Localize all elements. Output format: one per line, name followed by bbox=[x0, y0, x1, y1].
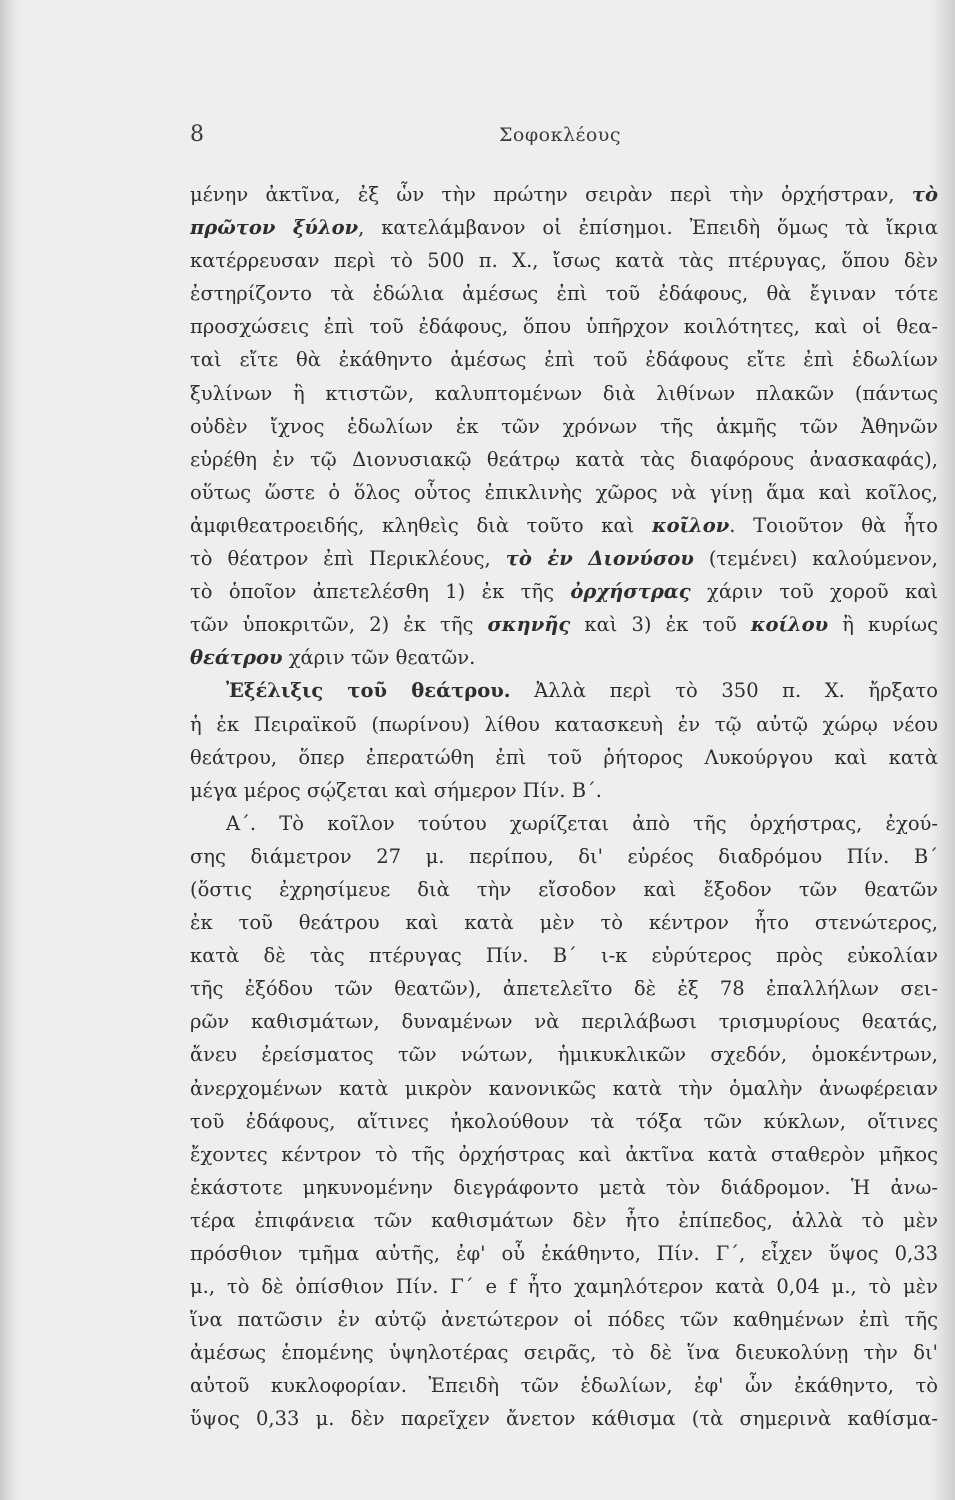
emphasized-text: κοίλου bbox=[750, 613, 829, 637]
text-line bbox=[190, 476, 938, 509]
text-line bbox=[190, 972, 938, 1005]
text-segment: πρόσθιον τμῆμα αὐτῆς, ἐφ' οὗ ἐκάθηντο, Πίν. Γ΄, εἶχεν ὕψος 0,33 bbox=[190, 1242, 938, 1265]
text-segment: εὑρέθη ἐν τῷ Διονυσιακῷ θεάτρῳ κατὰ τὰς διαφόρους ἀνασκαφάς), bbox=[190, 447, 938, 471]
text-line bbox=[190, 608, 938, 641]
text-segment: (ὅστις ἐχρησίμευε διὰ τὴν εἴσοδον καὶ ἔξοδον τῶν θεατῶν bbox=[190, 877, 938, 901]
text-segment: ἑκάστοτε μηκυνομένην διεγράφοντο μετὰ τὸν διάδρομον. Ἡ ἀνω- bbox=[190, 1175, 938, 1199]
scan-shadow-left bbox=[0, 0, 22, 1500]
text-line bbox=[190, 1038, 938, 1071]
text-line bbox=[190, 939, 938, 972]
text-segment: ἢ κυρίως bbox=[828, 613, 938, 637]
text-line bbox=[190, 1303, 938, 1336]
text-segment: θεάτρου, ὅπερ ἐπερατώθη ἐπὶ τοῦ ῥήτορος Λυκούργου καὶ κατὰ bbox=[190, 745, 938, 769]
text-line bbox=[190, 410, 938, 443]
emphasized-text: Ἐξέλιξις τοῦ θεάτρου. bbox=[226, 679, 511, 703]
emphasized-text: κοῖλον bbox=[651, 513, 730, 537]
text-line bbox=[190, 244, 938, 277]
text-segment: ἔχοντες κέντρον τὸ τῆς ὀρχήστρας καὶ ἀκτῖνα κατὰ σταθερὸν μῆκος bbox=[190, 1142, 938, 1166]
text-segment: ἡ ἐκ Πειραϊκοῦ (πωρίνου) λίθου κατασκευὴ ἐν τῷ αὐτῷ χώρῳ νέου bbox=[190, 712, 938, 736]
text-segment: Α΄. Τὸ κοῖλον τούτου χωρίζεται ἀπὸ τῆς ὀρχήστρας, ἐχού- bbox=[226, 811, 938, 835]
emphasized-text: τὸ bbox=[911, 183, 938, 206]
text-segment: ὕψος 0,33 μ. δὲν παρεῖχεν ἄνετον κάθισμα (τὰ σημερινὰ καθίσμα- bbox=[190, 1407, 938, 1431]
text-segment: ἵνα πατῶσιν ἐν αὐτῷ ἀνετώτερον οἱ πόδες τῶν καθημένων ἐπὶ τῆς bbox=[190, 1308, 938, 1332]
text-segment: ἀμφιθεατροειδής, κληθεὶς διὰ τοῦτο καὶ bbox=[190, 513, 652, 537]
emphasized-text: τὸ ἐν Διονύσου bbox=[505, 547, 694, 571]
text-segment: τῶν ὑποκριτῶν, 2) ἐκ τῆς bbox=[190, 613, 488, 637]
text-segment: ταὶ εἴτε θὰ ἐκάθηντο ἀμέσως ἐπὶ τοῦ ἐδάφους εἴτε ἐπὶ ἑδωλίων bbox=[190, 348, 938, 372]
text-segment: ξυλίνων ἢ κτιστῶν, καλυπτομένων διὰ λιθίνων πλακῶν (πάντως bbox=[190, 381, 938, 405]
text-line bbox=[190, 840, 938, 873]
text-line bbox=[190, 1105, 938, 1138]
text-line bbox=[190, 343, 938, 376]
text-segment: τέρα ἐπιφάνεια τῶν καθισμάτων δὲν ἦτο ἐπίπεδος, ἀλλὰ τὸ μὲν bbox=[190, 1208, 938, 1232]
text-line bbox=[190, 807, 938, 840]
text-segment: κατὰ δὲ τὰς πτέρυγας Πίν. Β΄ ι-κ εὐρύτερος πρὸς εὐκολίαν bbox=[190, 944, 938, 968]
text-line bbox=[190, 1005, 938, 1038]
text-segment: τὸ ὁποῖον ἀπετελέσθη 1) ἐκ τῆς bbox=[190, 580, 571, 604]
running-title: Σοφοκλέους bbox=[498, 124, 621, 146]
text-segment: χάριν τοῦ χοροῦ καὶ bbox=[690, 580, 938, 604]
text-segment: οὕτως ὥστε ὁ ὅλος οὗτος ἐπικλινὴς χῶρος νὰ γίνῃ ἅμα καὶ κοῖλος, bbox=[190, 480, 938, 504]
text-segment: προσχώσεις ἐπὶ τοῦ ἐδάφους, ὅπου ὑπῆρχον κοιλότητες, καὶ οἱ θεα- bbox=[190, 315, 938, 339]
text-line bbox=[190, 310, 938, 343]
text-segment: αὐτοῦ κυκλοφορίαν. Ἐπειδὴ τῶν ἑδωλίων, ἐφ' ὧν ἐκάθηντο, τὸ bbox=[190, 1374, 938, 1398]
text-segment: τοῦ ἐδάφους, αἵτινες ἠκολούθουν τὰ τόξα τῶν κύκλων, οἵτινες bbox=[190, 1109, 938, 1133]
text-line bbox=[190, 741, 938, 774]
text-line bbox=[190, 1204, 938, 1237]
text-segment: καὶ 3) ἐκ τοῦ bbox=[570, 613, 751, 637]
text-line bbox=[190, 211, 938, 244]
text-line bbox=[190, 1072, 938, 1105]
text-segment: . Τοιοῦτον θὰ ἦτο bbox=[729, 513, 938, 537]
text-segment: χάριν τῶν θεατῶν. bbox=[282, 646, 476, 670]
text-segment: τῆς ἐξόδου τῶν θεατῶν), ἀπετελεῖτο δὲ ἐξ 78 ἐπαλλήλων σει- bbox=[190, 977, 938, 1001]
text-line bbox=[190, 1171, 938, 1204]
text-segment: μ., τὸ δὲ ὀπίσθιον Πίν. Γ΄ e f ἦτο χαμηλότερον κατὰ 0,04 μ., τὸ μὲν bbox=[190, 1275, 938, 1299]
emphasized-text: πρῶτον ξύλον bbox=[190, 216, 359, 240]
text-segment: ἀνερχομένων κατὰ μικρὸν κανονικῶς κατὰ τὴν ὁμαλὴν ἀνωφέρειαν bbox=[190, 1076, 938, 1100]
text-segment: τὸ θέατρον ἐπὶ Περικλέους, bbox=[190, 547, 506, 571]
page-number: 8 bbox=[190, 122, 204, 147]
emphasized-text: θεάτρου bbox=[190, 646, 283, 670]
text-segment: κατέρρευσαν περὶ τὸ 500 π. Χ., ἴσως κατὰ τὰς πτέρυγας, ὅπου δὲν bbox=[190, 249, 938, 273]
text-line bbox=[190, 509, 938, 542]
text-line bbox=[190, 873, 938, 906]
text-line bbox=[190, 277, 938, 310]
text-line bbox=[190, 1336, 938, 1369]
text-segment: Ἀλλὰ περὶ τὸ 350 π. Χ. ἤρξατο bbox=[510, 679, 938, 703]
text-segment: (τεμένει) καλούμενον, bbox=[693, 547, 938, 571]
text-line bbox=[190, 674, 938, 707]
text-line bbox=[190, 443, 938, 476]
text-segment: ἐκ τοῦ θεάτρου καὶ κατὰ μὲν τὸ κέντρον ἦτο στενώτερος, bbox=[190, 911, 938, 935]
text-line bbox=[190, 178, 938, 211]
text-segment: μένην ἀκτῖνα, ἐξ ὧν τὴν πρώτην σειρὰν περὶ τὴν ὀρχήστραν, bbox=[190, 183, 912, 206]
text-segment: ἄνευ ἐρείσματος τῶν νώτων, ἡμικυκλικῶν σχεδόν, ὁμοκέντρων, bbox=[190, 1043, 938, 1067]
emphasized-text: ὀρχήστρας bbox=[570, 580, 691, 604]
text-line bbox=[190, 542, 938, 575]
text-line bbox=[190, 1237, 938, 1270]
running-head bbox=[190, 122, 940, 152]
text-line bbox=[190, 575, 938, 608]
emphasized-text: σκηνῆς bbox=[487, 613, 571, 637]
text-segment: σης διάμετρον 27 μ. περίπου, δι' εὐρέος διαδρόμου Πίν. Β΄ bbox=[190, 844, 938, 868]
text-line bbox=[190, 1402, 938, 1435]
text-segment: ἐστηρίζοντο τὰ ἑδώλια ἀμέσως ἐπὶ τοῦ ἐδάφους, θὰ ἔγιναν τότε bbox=[190, 282, 938, 306]
text-line bbox=[190, 1369, 938, 1402]
text-line bbox=[190, 641, 938, 674]
text-segment: , κατελάμβανον οἱ ἐπίσημοι. Ἐπειδὴ ὅμως τὰ ἴκρια bbox=[358, 216, 938, 240]
text-line bbox=[190, 708, 938, 741]
text-segment: ρῶν καθισμάτων, δυναμένων νὰ περιλάβωσι τρισμυρίους θεατάς, bbox=[190, 1010, 938, 1034]
text-line bbox=[190, 1138, 938, 1171]
text-segment: ἀμέσως ἑπομένης ὑψηλοτέρας σειρᾶς, τὸ δὲ ἵνα διευκολύνῃ τὴν δι' bbox=[190, 1341, 938, 1365]
text-segment: οὐδὲν ἴχνος ἑδωλίων ἐκ τῶν χρόνων τῆς ἀκμῆς τῶν Ἀθηνῶν bbox=[190, 414, 938, 438]
text-line bbox=[190, 774, 938, 807]
text-line bbox=[190, 906, 938, 939]
text-line bbox=[190, 377, 938, 410]
text-line bbox=[190, 1270, 938, 1303]
text-segment: μέγα μέρος σῴζεται καὶ σήμερον Πίν. Β΄. bbox=[190, 778, 602, 802]
body-text bbox=[190, 178, 938, 1436]
